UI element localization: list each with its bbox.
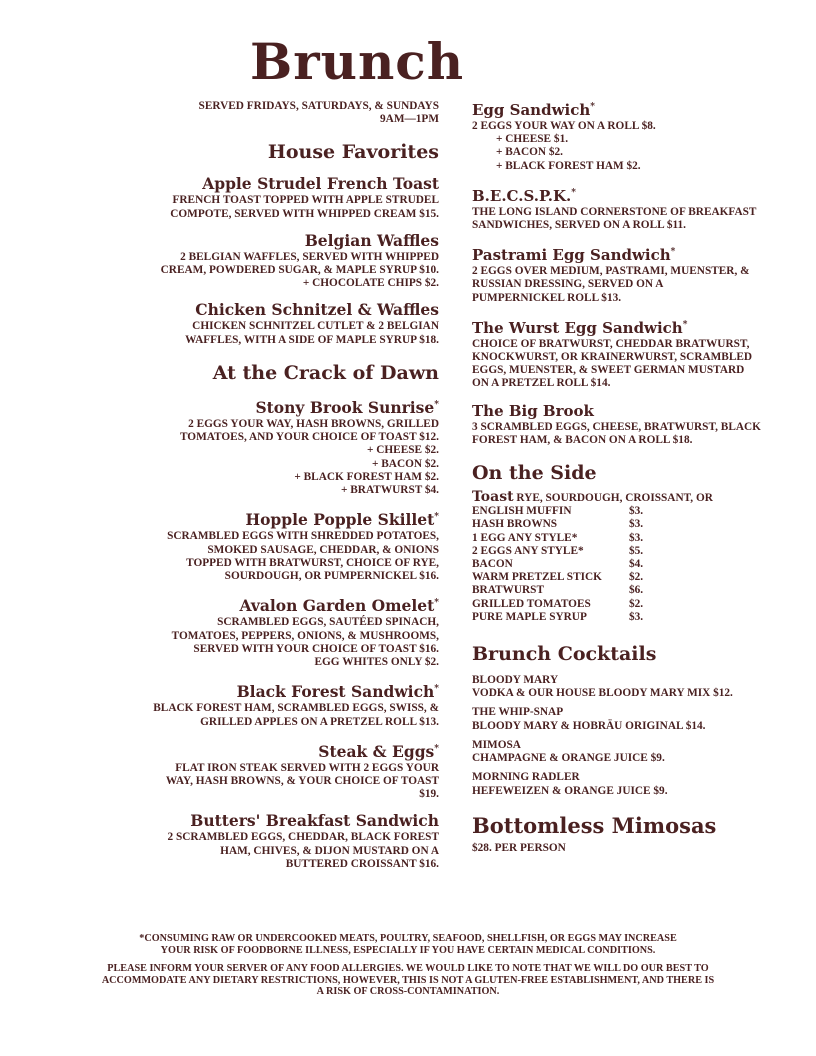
item-addon: + CHEESE $1. [496,133,569,146]
menu-item [112,231,439,291]
right-column [472,97,797,855]
menu-item [112,679,439,729]
item-name: Egg Sandwich* [472,101,595,119]
cocktail-item: THE WHIP-SNAP BLOODY MARY & HOBRÄU ORIGINAL $14. [472,706,706,732]
item-addon: + CHEESE $2. [366,444,439,457]
section-heading-crack-of-dawn: At the Crack of Dawn [212,361,439,384]
side-item: 1 EGG ANY STYLE* $3. [472,531,644,544]
item-name: Chicken Schnitzel & Waffles [195,300,439,320]
menu-item [112,395,439,497]
section-heading-on-the-side: On the Side [472,462,597,485]
cocktail-list [472,674,797,798]
side-item: HASH BROWNS $3. [472,518,644,531]
served-days: SERVED FRIDAYS, SATURDAYS, & SUNDAYS [198,100,439,112]
menu-item [112,739,439,802]
side-item: 2 EGGS ANY STYLE* $5. [472,544,644,557]
item-description: 2 EGGS OVER MEDIUM, PASTRAMI, MUENSTER, & RUSSIAN DRESSING, SERVED ON A PUMPERNICKEL ROLL $13. [472,265,750,304]
bottomless-price: $28. PER PERSON [472,841,566,854]
side-item: BRATWURST $6. [472,584,644,597]
item-description: FRENCH TOAST TOPPED WITH APPLE STRUDEL COMPOTE, SERVED WITH WHIPPED CREAM $15. [170,194,439,220]
item-addon: + CHOCOLATE CHIPS $2. [302,277,439,290]
item-addon: + BLACK FOREST HAM $2. [294,470,439,483]
item-name: Hopple Popple Skillet* [245,510,439,530]
item-name: Avalon Garden Omelet* [239,596,439,616]
item-description: CHICKEN SCHNITZEL CUTLET & 2 BELGIAN WAFFLES, WITH A SIDE OF MAPLE SYRUP $18. [185,320,439,346]
toast-label: Toast [472,489,514,506]
cocktail-item: BLOODY MARY VODKA & OUR HOUSE BLOODY MARY MIX $12. [472,674,733,700]
side-item: BACON $4. [472,558,644,571]
item-description: SCRAMBLED EGGS, SAUTÉED SPINACH, TOMATOES, PEPPERS, ONIONS, & MUSHROOMS, SERVED WITH YOUR CHOICE OF TOAST $16. EGG WHITES ONLY $2. [112,616,439,669]
menu-item [472,315,797,391]
side-item: ENGLISH MUFFIN $3. [472,505,644,518]
item-addon: + BRATWURST $4. [341,484,439,496]
item-name: Apple Strudel French Toast [202,174,439,194]
menu-item [472,242,797,305]
side-item: WARM PRETZEL STICK $2. [472,571,644,584]
item-name: Black Forest Sandwich* [236,682,439,702]
item-name: Pastrami Egg Sandwich* [472,246,676,265]
item-description: 2 SCRAMBLED EGGS, CHEDDAR, BLACK FOREST HAM, CHIVES, & DIJON MUSTARD ON A BUTTERED CROISSANT $16. [167,831,439,870]
left-column [112,100,439,871]
item-description: FLAT IRON STEAK SERVED WITH 2 EGGS YOUR WAY, HASH BROWNS, & YOUR CHOICE OF TOAST $19. [165,761,439,801]
item-description: BLACK FOREST HAM, SCRAMBLED EGGS, SWISS, & GRILLED APPLES ON A PRETZEL ROLL $13. [153,702,439,728]
item-description: SCRAMBLED EGGS WITH SHREDDED POTATOES, SMOKED SAUSAGE, CHEDDAR, & ONIONS TOPPED WITH BRATWURST, CHOICE OF RYE, SOURDOUGH, OR PUMPERNICKEL $16. [167,530,439,582]
item-name: Steak & Eggs* [318,741,439,761]
cocktail-item: MIMOSA CHAMPAGNE & ORANGE JUICE $9. [472,738,665,765]
item-name: Belgian Waffles [304,230,439,250]
item-description: 2 EGGS YOUR WAY ON A ROLL $8. + CHEESE $1. + BACON $2. + BLACK FOREST HAM $2. [472,120,797,173]
menu-title: Brunch [250,32,465,91]
cocktail-item: MORNING RADLER HEFEWEIZEN & ORANGE JUICE $9. [472,771,668,797]
item-name: Stony Brook Sunrise* [255,397,439,417]
item-description: 2 EGGS YOUR WAY, HASH BROWNS, GRILLED TOMATOES, AND YOUR CHOICE OF TOAST $12. + CHEESE $2. + BACON $2. + BLACK FOREST HAM $2. + BRATWURST $4. [112,418,439,497]
menu-item [112,300,439,346]
menu-item [472,401,797,447]
side-item: PURE MAPLE SYRUP $3. [472,610,644,623]
section-heading-house-favorites: House Favorites [267,141,439,164]
item-description: THE LONG ISLAND CORNERSTONE OF BREAKFAST SANDWICHES, SERVED ON A ROLL $11. [472,205,757,232]
menu-item [112,174,439,220]
toast-row: Toast RYE, SOURDOUGH, CROISSANT, OR [472,489,713,506]
section-heading-cocktails: Brunch Cocktails [472,643,657,666]
item-addon: + BACON $2. [371,457,439,470]
menu-item [112,593,439,669]
item-addon: EGG WHITES ONLY $2. [314,655,439,668]
footer-warning: *CONSUMING RAW OR UNDERCOOKED MEATS, POULTRY, SEAFOOD, SHELLFISH, OR EGGS MAY INCREASE YOUR RISK OF FOODBORNE ILLNESS, ESPECIALLY IF YOU HAVE CERTAIN MEDICAL CONDITIONS. [139,933,677,956]
side-item: GRILLED TOMATOES $2. [472,597,644,610]
item-description: 2 BELGIAN WAFFLES, SERVED WITH WHIPPED CREAM, POWDERED SUGAR, & MAPLE SYRUP $10. + CHOCOLATE CHIPS $2. [112,251,439,291]
footer-allergy: PLEASE INFORM YOUR SERVER OF ANY FOOD ALLERGIES. WE WOULD LIKE TO NOTE THAT WE WILL DO OUR BEST TO ACCOMMODATE ANY DIETARY RESTRICTIONS, HOWEVER, THIS IS NOT A GLUTEN-FREE ESTABLISHMENT, AND THERE IS A RISK OF CROSS-CONTAMINATION. [101,963,715,997]
side-list [472,491,797,624]
menu-item [472,97,797,173]
item-addon: + BLACK FOREST HAM $2. [496,159,641,172]
section-heading-bottomless-mimosas: Bottomless Mimosas [472,812,717,838]
served-time: 9AM—1PM [380,113,439,126]
item-name: Butters' Breakfast Sandwich [190,811,439,831]
menu-item [112,811,439,871]
item-name: The Wurst Egg Sandwich* [472,318,688,337]
item-name: B.E.C.S.P.K.* [472,186,576,205]
served-hours [112,100,439,126]
item-addon: + BACON $2. [496,146,564,159]
item-description: CHOICE OF BRATWURST, CHEDDAR BRATWURST, KNOCKWURST, OR KRAINERWURST, SCRAMBLED EGGS, MUENSTER, & SWEET GERMAN MUSTARD ON A PRETZEL ROLL $14. [472,337,753,390]
item-description: 3 SCRAMBLED EGGS, CHEESE, BRATWURST, BLACK FOREST HAM, & BACON ON A ROLL $18. [472,420,761,446]
menu-item [112,507,439,583]
item-name: The Big Brook [472,401,594,420]
menu-item [472,183,797,232]
